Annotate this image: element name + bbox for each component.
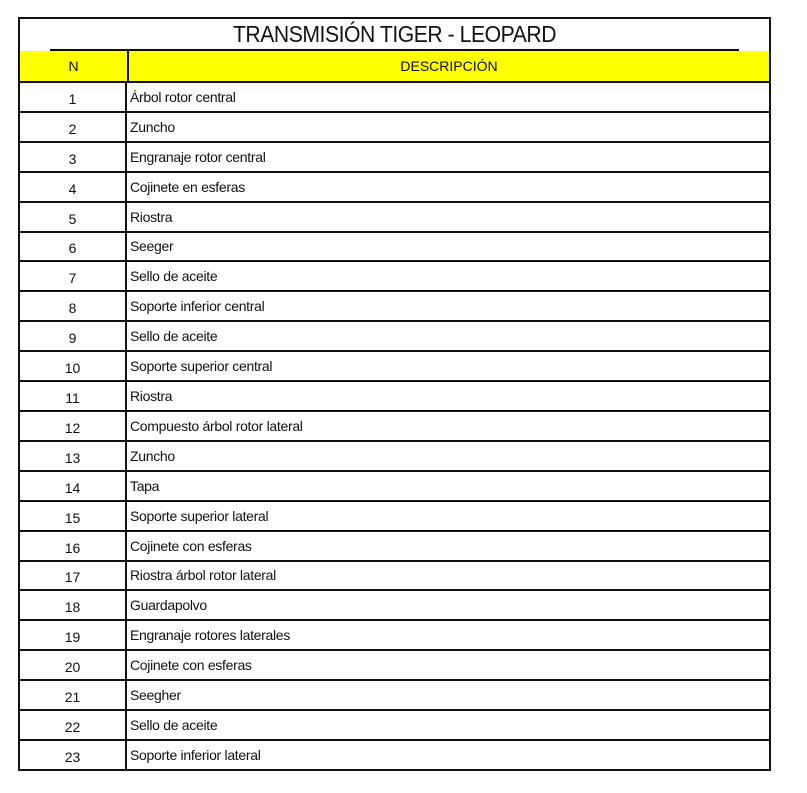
row-description: Zuncho [130,118,175,135]
table-row [20,113,769,143]
row-description: Cojinete con esferas [130,657,252,674]
parts-table [18,17,771,771]
row-description: Guardapolvo [130,597,207,614]
row-description: Sello de aceite [130,716,218,733]
row-number: 16 [20,532,127,560]
row-description: Compuesto árbol rotor lateral [130,417,303,434]
table-row [20,651,769,681]
row-description: Soporte superior central [130,358,273,375]
row-description: Riostra [130,388,173,405]
table-row [20,83,769,113]
table-body [20,83,769,769]
row-number: 17 [20,562,127,590]
row-description: Sello de aceite [130,268,218,285]
header-n: N [20,51,129,81]
table-row [20,382,769,412]
row-description: Soporte superior lateral [130,507,269,524]
row-description: Zuncho [130,447,175,464]
row-number: 22 [20,711,127,739]
row-number: 2 [20,113,127,141]
row-description: Engranaje rotor central [130,148,266,165]
table-row [20,262,769,292]
row-number: 23 [20,741,127,769]
row-description: Seegher [130,687,181,704]
row-number: 19 [20,621,127,649]
row-description: Árbol rotor central [130,88,236,105]
row-number: 13 [20,442,127,470]
table-row [20,711,769,741]
row-number: 15 [20,502,127,530]
row-description: Soporte inferior central [130,298,265,315]
table-row [20,203,769,233]
table-row [20,412,769,442]
row-number: 18 [20,591,127,619]
table-row [20,292,769,322]
table-row [20,472,769,502]
row-description: Seeger [130,238,174,255]
row-number: 21 [20,681,127,709]
row-number: 6 [20,233,127,261]
row-number: 5 [20,203,127,231]
row-number: 4 [20,173,127,201]
row-description: Cojinete en esferas [130,178,245,195]
row-description: Tapa [130,477,160,494]
row-number: 9 [20,322,127,350]
row-description: Riostra árbol rotor lateral [130,567,276,584]
row-description: Cojinete con esferas [130,537,252,554]
table-row [20,741,769,769]
row-number: 10 [20,352,127,380]
table-row [20,591,769,621]
table-row [20,562,769,592]
row-number: 3 [20,143,127,171]
row-number: 1 [20,83,127,111]
row-number: 20 [20,651,127,679]
table-row [20,143,769,173]
row-description: Riostra [130,208,173,225]
table-row [20,173,769,203]
table-row [20,681,769,711]
row-number: 14 [20,472,127,500]
table-row [20,442,769,472]
table-row [20,532,769,562]
header-description: DESCRIPCIÓN [400,58,498,74]
row-description: Soporte inferior lateral [130,746,261,763]
row-number: 7 [20,262,127,290]
row-description: Engranaje rotores laterales [130,627,290,644]
row-number: 12 [20,412,127,440]
row-number: 8 [20,292,127,320]
row-number: 11 [20,382,127,410]
table-title: TRANSMISIÓN TIGER - LEOPARD [50,19,739,51]
table-row [20,621,769,651]
table-row [20,352,769,382]
row-description: Sello de aceite [130,328,218,345]
table-header-row [20,51,769,83]
table-row [20,502,769,532]
table-row [20,233,769,263]
table-row [20,322,769,352]
